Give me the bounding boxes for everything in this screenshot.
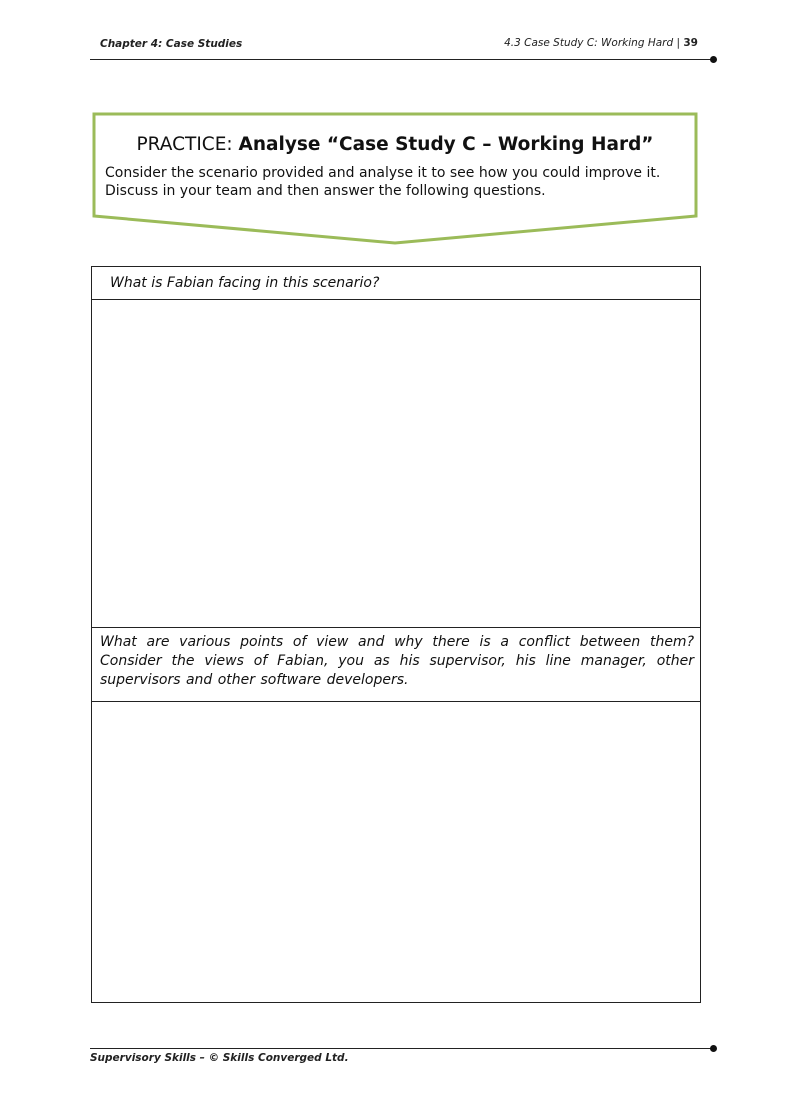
header-rule	[90, 59, 712, 60]
page-number: 39	[683, 37, 698, 49]
banner-title-main: Analyse “Case Study C – Working Hard”	[238, 134, 654, 155]
footer-rule-dot	[710, 1045, 717, 1052]
header-separator: |	[676, 37, 681, 49]
banner-instructions: Consider the scenario provided and analyse it to see how you could improve it. Discuss in your team and then answer the following questions.	[105, 165, 661, 199]
header-rule-dot	[710, 56, 717, 63]
chapter-title: Chapter 4: Case Studies	[100, 38, 243, 50]
banner-title	[92, 134, 698, 155]
question-1: What is Fabian facing in this scenario?	[92, 267, 700, 300]
practice-banner	[92, 112, 698, 246]
answer-box-2[interactable]	[92, 702, 700, 1002]
question-table	[91, 266, 701, 1003]
footer-text: Supervisory Skills – © Skills Converged Ltd.	[90, 1052, 349, 1064]
answer-box-1[interactable]	[92, 300, 700, 628]
footer-rule	[90, 1048, 712, 1049]
question-2: What are various points of view and why there is a conflict between them? Consider the views of Fabian, you as his supervisor, his line manager, other supervisors and other software developers.	[92, 628, 700, 702]
banner-title-prefix: PRACTICE:	[136, 134, 239, 155]
section-title	[504, 37, 698, 49]
section-label: 4.3 Case Study C: Working Hard	[504, 37, 674, 49]
